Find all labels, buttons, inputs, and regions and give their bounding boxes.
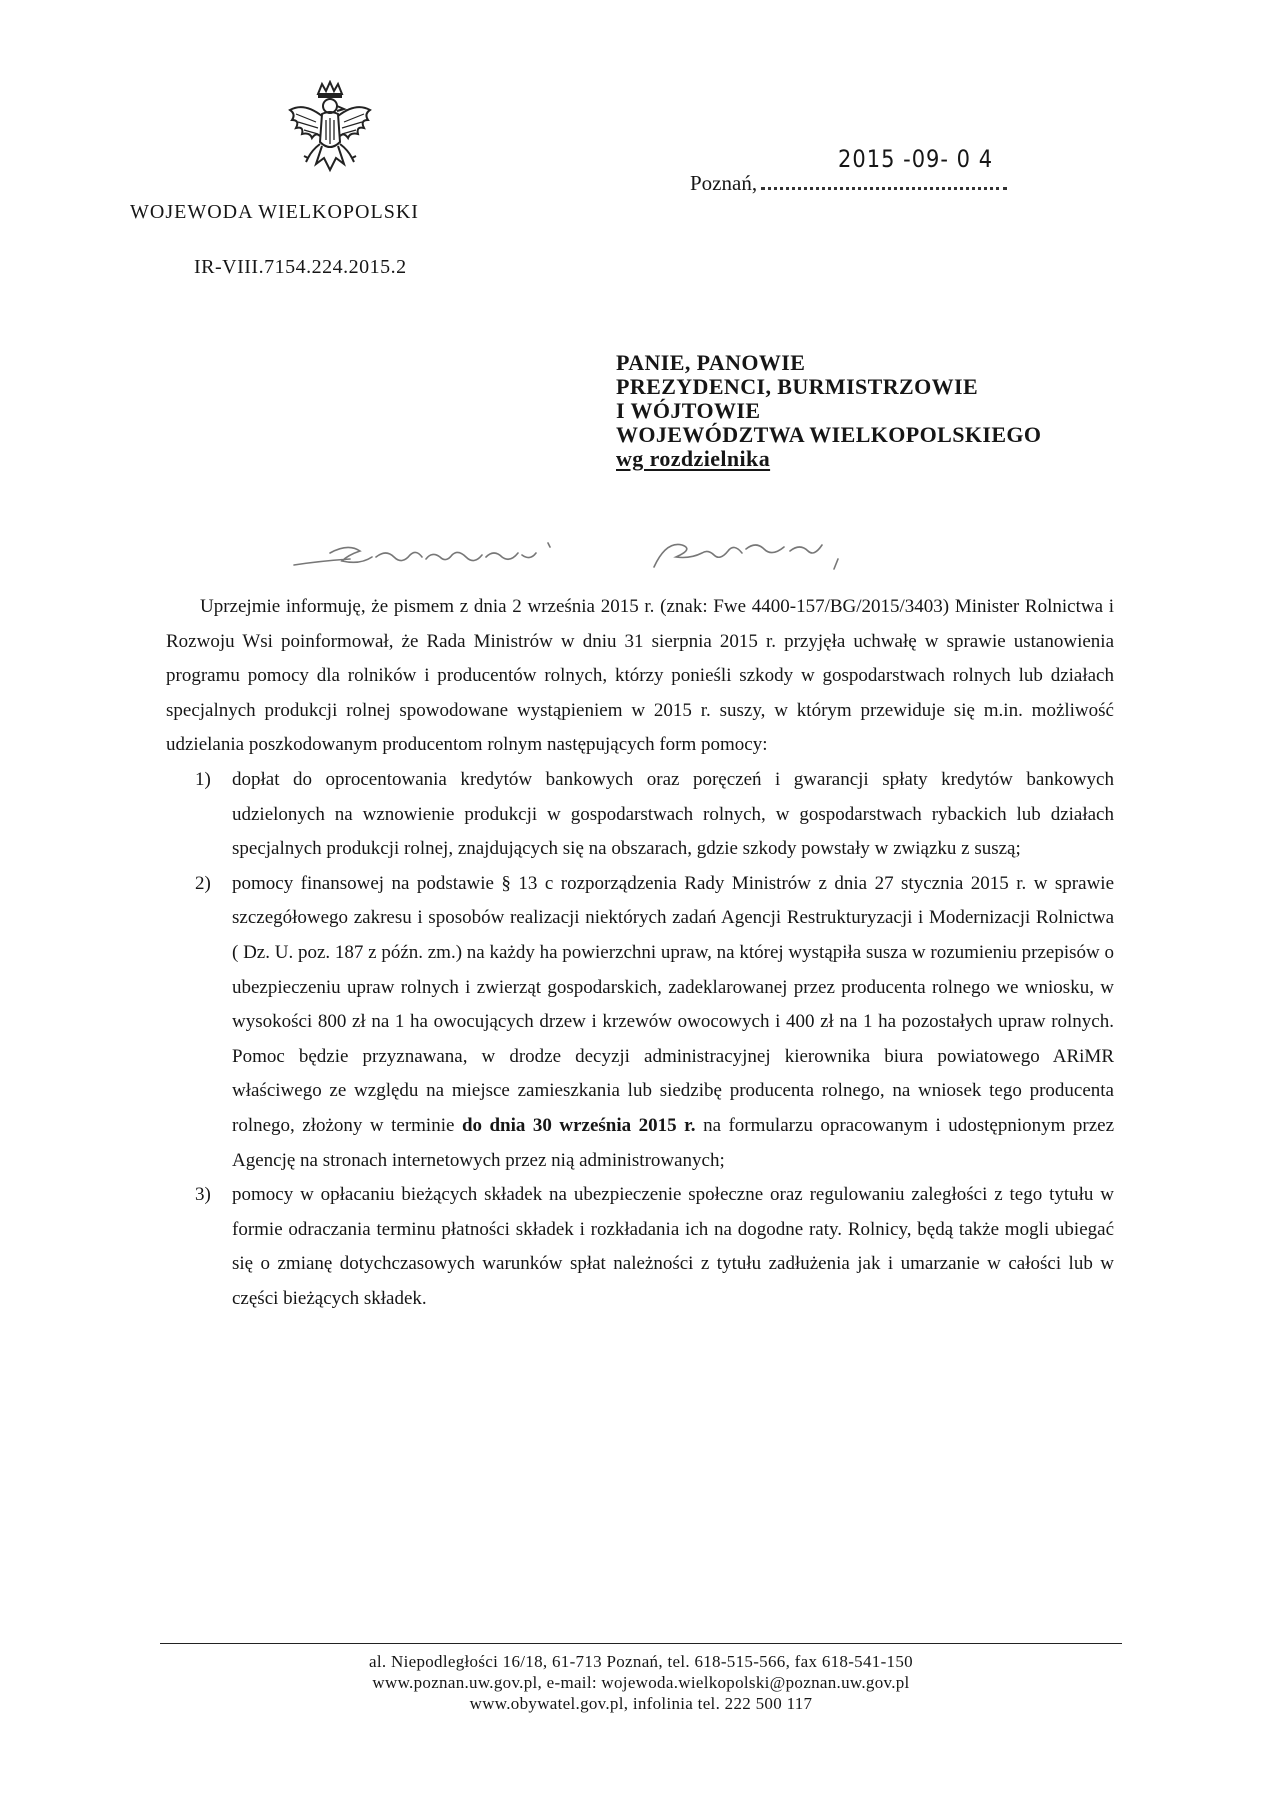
- list-item-text: pomocy finansowej na podstawie § 13 c rozporządzenia Rady Ministrów z dnia 27 stycznia 2015 r. w sprawie szczegółowego zakresu i sposobów realizacji niektórych zadań Agencji Restrukturyzacji i Modernizacji Rolnictwa ( Dz. U. poz. 187 z późn. zm.) na każdy ha powierzchni upraw, na której wystąpiła susza w rozumieniu przepisów o ubezpieczeniu upraw rolnych i zwierząt gospodarskich, zadeklarowanej przez producenta rolnego we wniosku, w wysokości 800 zł na 1 ha owocujących drzew i krzewów owocowych i 400 zł na 1 ha pozostałych upraw rolnych. Pomoc będzie przyznawana, w drodze decyzji administracyjnej kierownika biura powiatowego ARiMR właściwego ze względu na miejsce zamieszkania lub siedzibę producenta rolnego, na wniosek tego producenta rolnego, złożony w terminie: [232, 872, 1114, 1136]
- footer-hotline: www.obywatel.gov.pl, infolinia tel. 222 500 117: [469, 1694, 813, 1713]
- list-item-number: 2): [195, 872, 211, 894]
- list-item-text: pomocy w opłacaniu bieżących składek na ubezpieczenie społeczne oraz regulowaniu zaległości z tego tytułu w formie odraczania terminu płatności składek i rozkładania ich na dogodne raty. Rolnicy, będą także mogli ubiegać się o zmianę dotychczasowych warunków spłat należności z tytułu zadłużenia jak i umarzanie w całości lub w części bieżących składek.: [232, 1184, 1114, 1309]
- footer-web-email: www.poznan.uw.gov.pl, e-mail: wojewoda.wielkopolski@poznan.uw.gov.pl: [372, 1673, 910, 1692]
- handwritten-salutation: [290, 535, 850, 571]
- polish-eagle-emblem-icon: [282, 80, 378, 190]
- footer-contact: [160, 1651, 1122, 1714]
- addressee-line: PANIE, PANOWIE: [616, 350, 806, 375]
- distribution-note: wg rozdzielnika: [616, 446, 771, 471]
- list-item-number: 3): [195, 1184, 211, 1206]
- footer-address: al. Niepodległości 16/18, 61-713 Poznań, tel. 618-515-566, fax 618-541-150: [369, 1652, 913, 1671]
- aid-forms-list: [166, 763, 1114, 1317]
- list-item-number: 1): [195, 768, 211, 790]
- letter-body: [166, 590, 1114, 1316]
- list-item-text: na formularzu opracowanym i udostępnionym przez Agencję na stronach internetowych przez nią administrowanych;: [232, 1114, 1115, 1171]
- reference-number: IR-VIII.7154.224.2015.2: [194, 256, 407, 278]
- footer-divider: [160, 1643, 1122, 1644]
- deadline-text: do dnia 30 września 2015 r.: [461, 1114, 696, 1136]
- addressee-line: I WÓJTOWIE: [616, 398, 761, 423]
- place-name: Poznań,: [690, 171, 758, 195]
- list-item: [166, 867, 1114, 1178]
- list-item-text: dopłat do oprocentowania kredytów bankowych oraz poręczeń i gwarancji spłaty kredytów bankowych udzielonych na wznowienie produkcji w gospodarstwach rolnych, w gospodarstwach rybackich lub działach specjalnych produkcji rolnej, znajdujących się na obszarach, gdzie szkody powstały w związku z suszą;: [232, 768, 1114, 860]
- addressee-block: [616, 351, 1041, 471]
- addressee-line: PREZYDENCI, BURMISTRZOWIE: [616, 374, 979, 399]
- list-item: [166, 1178, 1114, 1316]
- list-item: [166, 763, 1114, 867]
- addressee-line: WOJEWÓDZTWA WIELKOPOLSKIEGO: [616, 422, 1042, 447]
- intro-paragraph: Uprzejmie informuję, że pismem z dnia 2 września 2015 r. (znak: Fwe 4400-157/BG/2015/3403) Minister Rolnictwa i Rozwoju Wsi poinformował, że Rada Ministrów w dniu 31 sierpnia 2015 r. przyjęła uchwałę w sprawie ustanowienia programu pomocy dla rolników i producentów rolnych, którzy ponieśli szkody w gospodarstwach rolnych lub działach specjalnych produkcji rolnej spowodowane wystąpieniem w 2015 r. suszy, w którym przewiduje się m.in. możliwość udzielania poszkodowanym producentom rolnym następujących form pomocy:: [166, 596, 1114, 756]
- issuing-office: WOJEWODA WIELKOPOLSKI: [130, 201, 419, 223]
- date-stamp: 2015 -09- 0 4: [838, 145, 994, 173]
